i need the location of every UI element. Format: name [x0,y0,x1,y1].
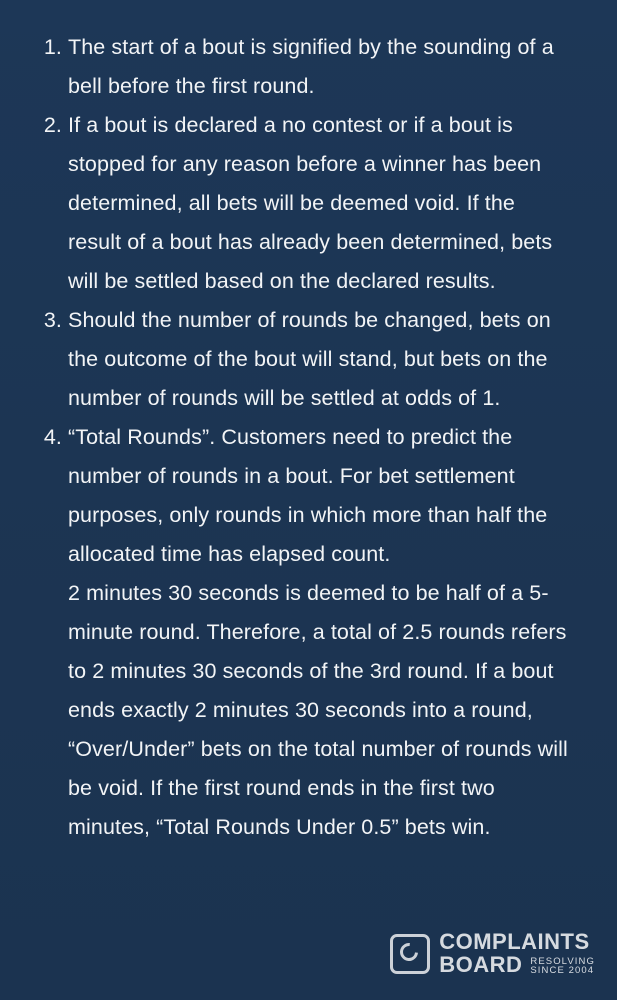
watermark-tagline-line2: SINCE 2004 [530,965,595,977]
watermark-tagline-line1: RESOLVING [530,955,595,967]
rule-paragraph: “Total Rounds”. Customers need to predict the number of rounds in a bout. For bet settlement purposes, only rounds in which more than half the allocated time has elapsed count. [68,425,548,566]
rule-paragraph: If a bout is declared a no contest or if a bout is stopped for any reason before a winner has been determined, all bets will be deemed void. If the result of a bout has already been determined, bets will be settled based on the declared results. [68,113,553,293]
rules-list [36,28,573,847]
list-item [36,418,573,847]
list-item [36,106,573,301]
watermark-tagline [530,955,595,976]
list-item [36,28,573,106]
list-item [36,301,573,418]
watermark-title: COMPLAINTS [439,929,590,955]
watermark-second-row [439,951,595,977]
rule-paragraph: The start of a bout is signified by the sounding of a bell before the first round. [68,35,554,98]
watermark [390,931,595,976]
complaints-board-logo-icon [390,934,430,974]
rule-paragraph: Should the number of rounds be changed, bets on the outcome of the bout will stand, but bets on the number of rounds will be settled at odds of 1. [68,308,551,410]
watermark-title-line2: BOARD [439,951,523,977]
watermark-text [439,931,595,976]
rule-paragraph-secondary: 2 minutes 30 seconds is deemed to be half of a 5-minute round. Therefore, a total of 2.5 rounds refers to 2 minutes 30 seconds of the 3rd round. If a bout ends exactly 2 minutes 30 seconds into a round, “Over/Under” bets on the total number of rounds will be void. If the first round ends in the first two minutes, “Total Rounds Under 0.5” bets win. [68,581,568,839]
